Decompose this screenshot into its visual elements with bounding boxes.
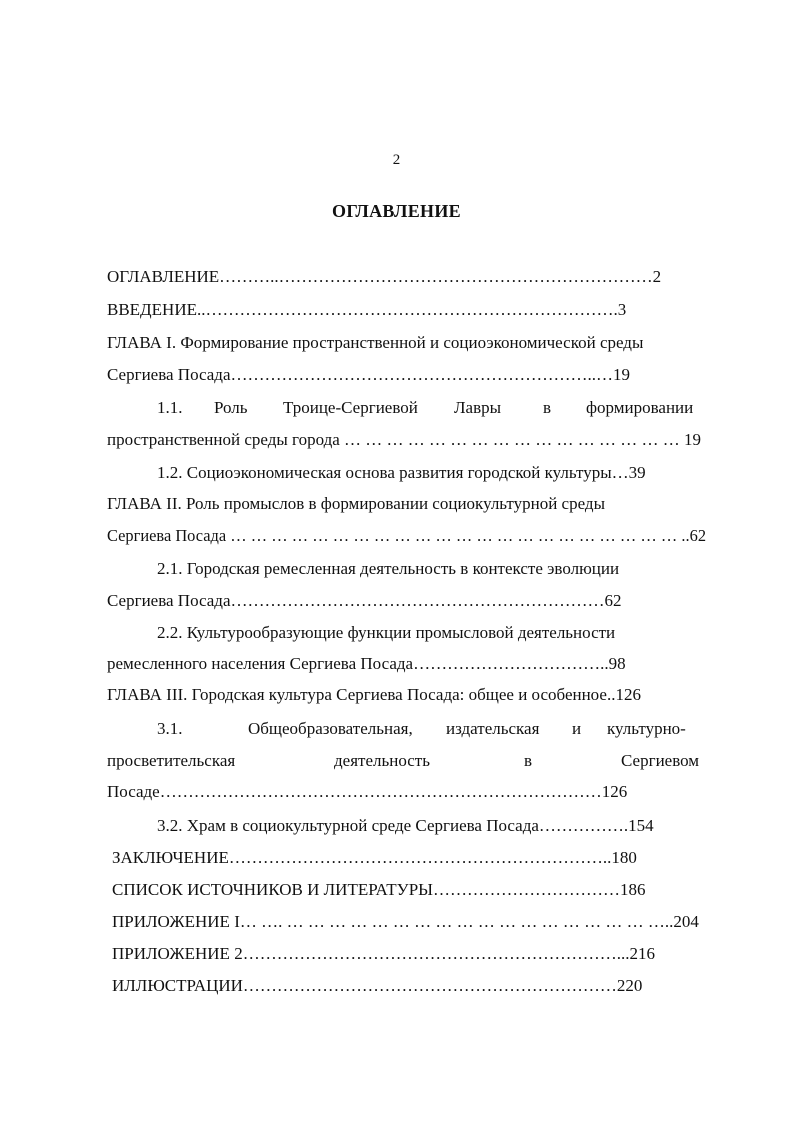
toc-word: Троице-Сергиевой xyxy=(283,398,418,417)
toc-text: ГЛАВА III. Городская культура Сергиева Посада: общее и особенное..126 xyxy=(107,685,641,704)
toc-word: Роль xyxy=(214,398,248,417)
toc-entry-section-3-2 xyxy=(0,813,793,839)
toc-word: 3.1. xyxy=(157,719,183,738)
toc-word: Лавры xyxy=(454,398,502,417)
toc-word: деятельность xyxy=(334,751,430,770)
toc-entry-illustracii xyxy=(0,973,793,999)
toc-word: формировании xyxy=(586,398,694,417)
toc-word: Сергиевом xyxy=(621,751,700,770)
toc-text: ГЛАВА II. Роль промыслов в формировании социокультурной среды xyxy=(107,494,605,513)
toc-entry-section-1-2 xyxy=(0,460,793,486)
toc-entry-glava1 xyxy=(0,330,793,356)
toc-text: ИЛЛЮСТРАЦИИ…………………………………………………………220 xyxy=(112,976,643,995)
toc-text: 1.2. Социоэкономическая основа развития городской культуры…39 xyxy=(157,463,646,482)
toc-entry-prilozhenie-2 xyxy=(0,941,793,967)
toc-text: ЗАКЛЮЧЕНИЕ…………………………………………………………..180 xyxy=(112,848,637,867)
toc-entry-glava1-cont xyxy=(0,362,793,388)
toc-entry-glava2-cont xyxy=(0,523,793,549)
toc-entry-section-3-1-cont xyxy=(0,748,793,774)
toc-entry-section-2-1 xyxy=(0,556,793,582)
toc-entry-section-2-2-cont xyxy=(0,651,793,677)
toc-text: ПРИЛОЖЕНИЕ I… …. … … … … … … … … … … … … … … … … … …..204 xyxy=(112,912,699,931)
toc-entry-zakluchenie xyxy=(0,845,793,871)
toc-entry-spisok xyxy=(0,877,793,903)
toc-entry-section-1-1-cont xyxy=(0,427,793,453)
toc-text: 2.1. Городская ремесленная деятельность в контексте эволюции xyxy=(157,559,620,578)
toc-text: ПРИЛОЖЕНИЕ 2…………………………………………………………...216 xyxy=(112,944,655,963)
toc-entry-section-2-1-cont xyxy=(0,588,793,614)
toc-word: и xyxy=(572,719,582,738)
toc-word: Общеобразовательная, xyxy=(248,719,413,738)
toc-word: 1.1. xyxy=(157,398,183,417)
toc-word: просветительская xyxy=(107,751,236,770)
toc-text: пространственной среды города … … … … … … … … … … … … … … … … 19 xyxy=(107,430,702,449)
toc-word: в xyxy=(524,751,533,770)
toc-entry-section-1-1 xyxy=(0,395,793,421)
toc-text: Сергиева Посада … … … … … … … … … … … … … … … … … … … … … … ..62 xyxy=(107,526,707,545)
page-number: 2 xyxy=(392,152,401,168)
toc-word: издательская xyxy=(446,719,540,738)
toc-entry-vvedenie xyxy=(0,297,793,323)
toc-entry-glava2 xyxy=(0,491,793,517)
page-title: ОГЛАВЛЕНИЕ xyxy=(332,201,461,221)
toc-text: ремесленного населения Сергиева Посада……………………………..98 xyxy=(107,654,626,673)
toc-word: культурно- xyxy=(607,719,686,738)
toc-entry-glava3 xyxy=(0,682,793,708)
toc-entry-oglavlenie xyxy=(0,264,793,290)
toc-text: Сергиева Посада………………………………………………………..…19 xyxy=(107,365,630,384)
toc-text: Посаде……………………………………………………………………126 xyxy=(107,782,628,801)
toc-text: ОГЛАВЛЕНИЕ………..…………………………………………………………2 xyxy=(107,267,662,286)
toc-text: СПИСОК ИСТОЧНИКОВ И ЛИТЕРАТУРЫ……………………………186 xyxy=(112,880,646,899)
toc-text: 3.2. Храм в социокультурной среде Сергиева Посада…………….154 xyxy=(157,816,654,835)
toc-entry-section-3-1 xyxy=(0,716,793,742)
toc-word: в xyxy=(543,398,552,417)
toc-entry-section-3-1-cont2 xyxy=(0,779,793,805)
toc-entry-section-2-2 xyxy=(0,620,793,646)
toc-text: 2.2. Культурообразующие функции промысловой деятельности xyxy=(157,623,616,642)
toc-text: ВВЕДЕНИЕ..……………………………………………………………….3 xyxy=(107,300,627,319)
toc-text: ГЛАВА I. Формирование пространственной и социоэкономической среды xyxy=(107,333,644,352)
toc-text: Сергиева Посада…………………………………………………………62 xyxy=(107,591,622,610)
toc-entry-prilozhenie-1 xyxy=(0,909,793,935)
